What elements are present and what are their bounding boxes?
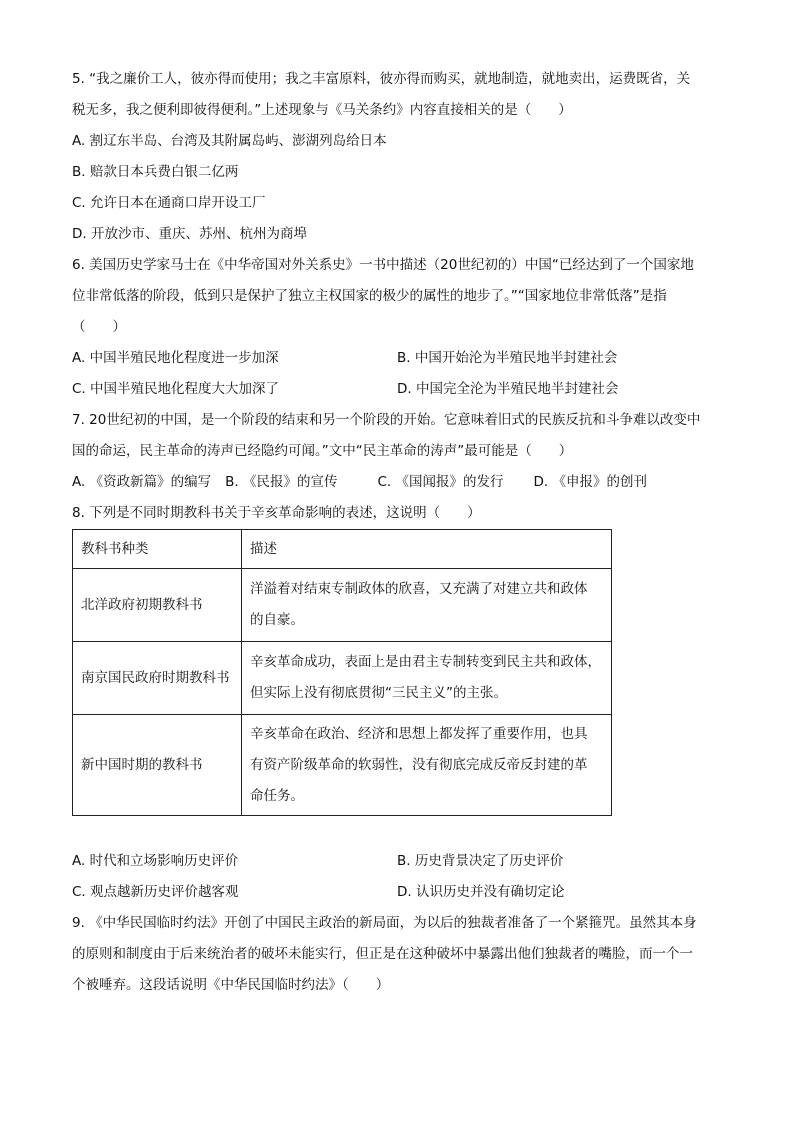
q5-option-d[interactable]: D. 开放沙市、重庆、苏州、杭州为商埠: [72, 226, 307, 242]
exam-page: [72, 64, 732, 1001]
q8-option-b[interactable]: B. 历史背景决定了历史评价: [397, 853, 564, 869]
question-5-stem: [72, 64, 732, 126]
table-row: [73, 715, 612, 816]
desc-line: 的自豪。: [250, 612, 304, 628]
q7-option-b[interactable]: B. 《民报》的宣传: [225, 474, 338, 490]
question-8-stem: 8. 下列是不同时期教科书关于辛亥革命影响的表述，这说明（ ）: [72, 505, 481, 521]
table-cell-desc: [242, 569, 612, 642]
table-cell-type: 新中国时期的教科书: [73, 715, 242, 816]
table-row: [73, 642, 612, 715]
stem-line: 的原则和制度由于后来统治者的破坏未能实行，但正是在这种破坏中暴露出他们独裁者的嘴脸，而一个一: [72, 946, 693, 962]
q8-option-d[interactable]: D. 认识历史并没有确切定论: [397, 884, 565, 900]
q6-option-b[interactable]: B. 中国开始沦为半殖民地半封建社会: [397, 350, 618, 366]
stem-line: 国的命运，民主革命的涛声已经隐约可闻。”文中“民主革命的涛声”最可能是（ ）: [72, 443, 573, 459]
stem-line: 5. “我之廉价工人，彼亦得而使用；我之丰富原料，彼亦得而购买，就地制造，就地卖出，运费既省，关: [72, 71, 691, 87]
q7-option-c[interactable]: C. 《国闻报》的发行: [377, 474, 504, 490]
desc-line: 辛亥革命成功，表面上是由君主专制转变到民主共和政体，: [250, 654, 601, 670]
question-7-stem: [72, 405, 732, 467]
q7-option-d[interactable]: D. 《申报》的创刊: [533, 474, 647, 490]
q5-option-c[interactable]: C. 允许日本在通商口岸开设工厂: [72, 195, 266, 211]
table-header-cell: 描述: [242, 530, 612, 569]
desc-line: 但实际上没有彻底贯彻“三民主义”的主张。: [250, 685, 507, 701]
table-cell-type: 北洋政府初期教科书: [73, 569, 242, 642]
table-cell-type: 南京国民政府时期教科书: [73, 642, 242, 715]
q6-options-row: [72, 374, 732, 405]
q7-option-a[interactable]: A. 《资政新篇》的编写: [72, 474, 212, 490]
table-cell-desc: [242, 715, 612, 816]
q8-options-row: [72, 846, 732, 877]
q5-option-a[interactable]: A. 割辽东半岛、台湾及其附属岛屿、澎湖列岛给日本: [72, 133, 387, 149]
stem-line: 税无多，我之便利即彼得便利。”上述现象与《马关条约》内容直接相关的是（ ）: [72, 102, 572, 118]
table-header-row: [73, 530, 612, 569]
table-row: [73, 569, 612, 642]
table-header-cell: 教科书种类: [73, 530, 242, 569]
stem-line: （ ）: [72, 319, 126, 335]
stem-line: 个被唾弃。这段话说明《中华民国临时约法》（ ）: [72, 977, 390, 993]
q8-options-row: [72, 877, 732, 908]
textbook-table: [72, 529, 612, 816]
q6-option-c[interactable]: C. 中国半殖民地化程度大大加深了: [72, 381, 280, 397]
desc-line: 命任务。: [250, 787, 304, 804]
q8-option-a[interactable]: A. 时代和立场影响历史评价: [72, 853, 239, 869]
stem-line: 9. 《中华民国临时约法》开创了中国民主政治的新局面，为以后的独裁者准备了一个紧箍咒。虽然其本身: [72, 915, 697, 931]
desc-line: 有资产阶级革命的软弱性，没有彻底完成反帝反封建的革: [250, 756, 588, 773]
q6-options-row: [72, 343, 732, 374]
q5-option-b[interactable]: B. 赔款日本兵费白银二亿两: [72, 164, 239, 180]
stem-line: 位非常低落的阶段，低到只是保护了独立主权国家的极少的属性的地步了。”“国家地位非常低落”是指: [72, 288, 667, 304]
stem-line: 7. 20世纪初的中国，是一个阶段的结束和另一个阶段的开始。它意味着旧式的民族反抗和斗争难以改变中: [72, 412, 701, 428]
question-6-stem: [72, 250, 732, 343]
q6-option-a[interactable]: A. 中国半殖民地化程度进一步加深: [72, 350, 279, 366]
table-cell-desc: [242, 642, 612, 715]
q7-options-row: [72, 467, 732, 498]
q8-option-c[interactable]: C. 观点越新历史评价越客观: [72, 884, 239, 900]
stem-line: 6. 美国历史学家马士在《中华帝国对外关系史》一书中描述（20世纪初的）中国“已经达到了一个国家地: [72, 257, 694, 273]
question-9-stem: [72, 908, 732, 1001]
desc-line: 洋溢着对结束专制政体的欣喜，又充满了对建立共和政体: [250, 581, 588, 597]
q6-option-d[interactable]: D. 中国完全沦为半殖民地半封建社会: [397, 381, 619, 397]
desc-line: 辛亥革命在政治、经济和思想上都发挥了重要作用，也具: [250, 725, 588, 742]
